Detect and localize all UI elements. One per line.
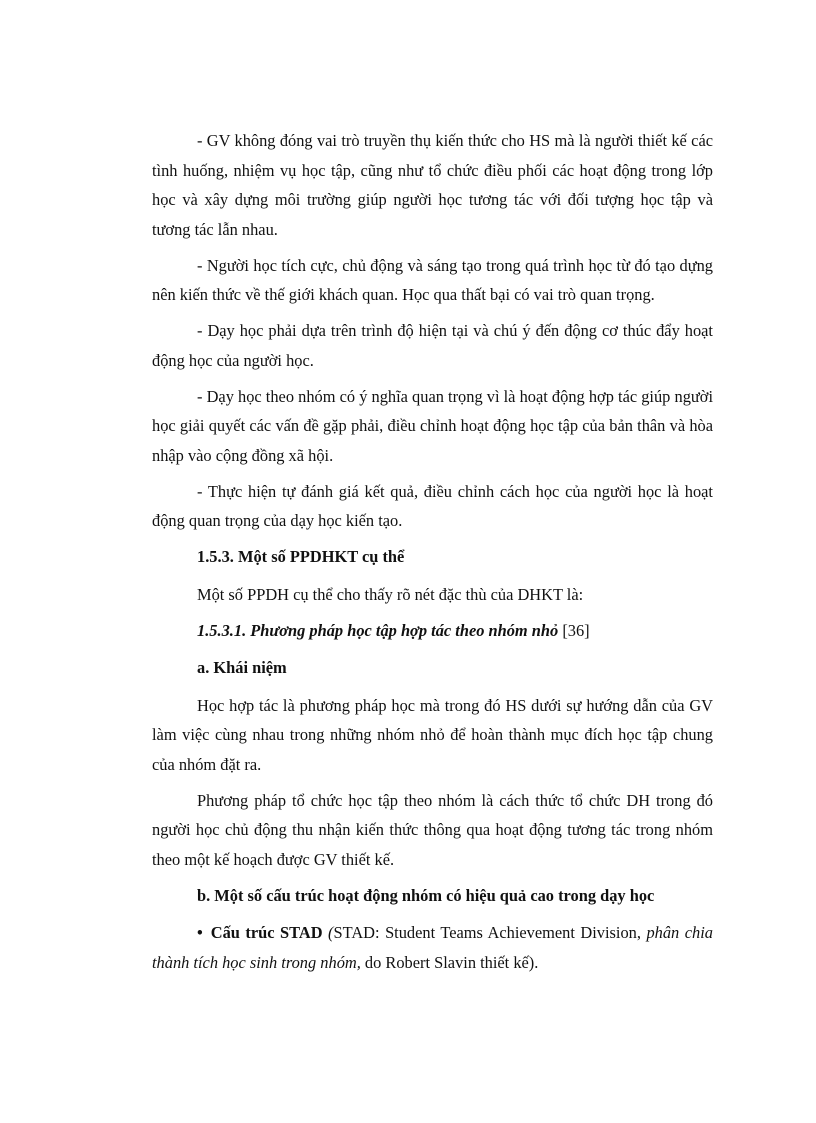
stad-text-2: do Robert Slavin thiết kế). (360, 952, 539, 972)
concept-paragraph-2: Phương pháp tổ chức học tập theo nhóm là cách thức tổ chức DH trong đó người học chủ động thu nhận kiến thức thông qua hoạt động tương tác trong nhóm theo một kế hoạch được GV thiết kế. (152, 790, 713, 869)
paragraph-current-level: - Dạy học phải dựa trên trình độ hiện tại và chú ý đến động cơ thúc đẩy hoạt động học của người học. (152, 321, 713, 370)
stad-label: Cấu trúc STAD (210, 923, 323, 942)
section-heading: 1.5.3. Một số PPDHKT cụ thể (197, 547, 405, 566)
stad-italic: phân chia thành tích học sinh trong nhóm, (152, 923, 713, 972)
paragraph-gv-role: - GV không đóng vai trò truyền thụ kiến thức cho HS mà là người thiết kế các tình huống, nhiệm vụ học tập, cũng như tổ chức điều phối các hoạt động trong lớp học và xây dựng môi trường giúp người học tương tác với đối tượng học tập và tương tác lẫn nhau. (152, 131, 713, 239)
heading-b: b. Một số cấu trúc hoạt động nhóm có hiệu quả cao trong dạy học (197, 885, 655, 905)
paragraph-active-learner: - Người học tích cực, chủ động và sáng tạo trong quá trình học từ đó tạo dựng nên kiến thức về thế giới khách quan. Học qua thất bại có vai trò quan trọng. (152, 255, 713, 304)
document-page (152, 126, 713, 977)
bullet-marker: • (197, 923, 203, 942)
stad-paren: ( (322, 923, 334, 942)
paragraph-group-learning: - Dạy học theo nhóm có ý nghĩa quan trọng vì là hoạt động hợp tác giúp người học giải quyết các vấn đề gặp phải, điều chỉnh hoạt động học tập của bản thân và hòa nhập vào cộng đồng xã hội. (152, 386, 713, 465)
stad-bullet (152, 918, 713, 977)
subsection-heading (152, 616, 713, 646)
heading-a: a. Khái niệm (197, 658, 287, 677)
section-intro: Một số PPDH cụ thể cho thấy rõ nét đặc thù của DHKT là: (197, 584, 584, 604)
subsection-title: 1.5.3.1. Phương pháp học tập hợp tác theo nhóm nhỏ (197, 620, 559, 640)
concept-paragraph-1: Học hợp tác là phương pháp học mà trong đó HS dưới sự hướng dẫn của GV làm việc cùng nhau trong những nhóm nhỏ để hoàn thành mục đích học tập chung của nhóm đặt ra. (152, 695, 713, 774)
stad-text-1: STAD: Student Teams Achievement Division, (333, 923, 647, 942)
paragraph-self-assessment: - Thực hiện tự đánh giá kết quả, điều chỉnh cách học của người học là hoạt động quan trọng của dạy học kiến tạo. (152, 481, 713, 530)
subsection-reference: [36] (558, 620, 590, 640)
